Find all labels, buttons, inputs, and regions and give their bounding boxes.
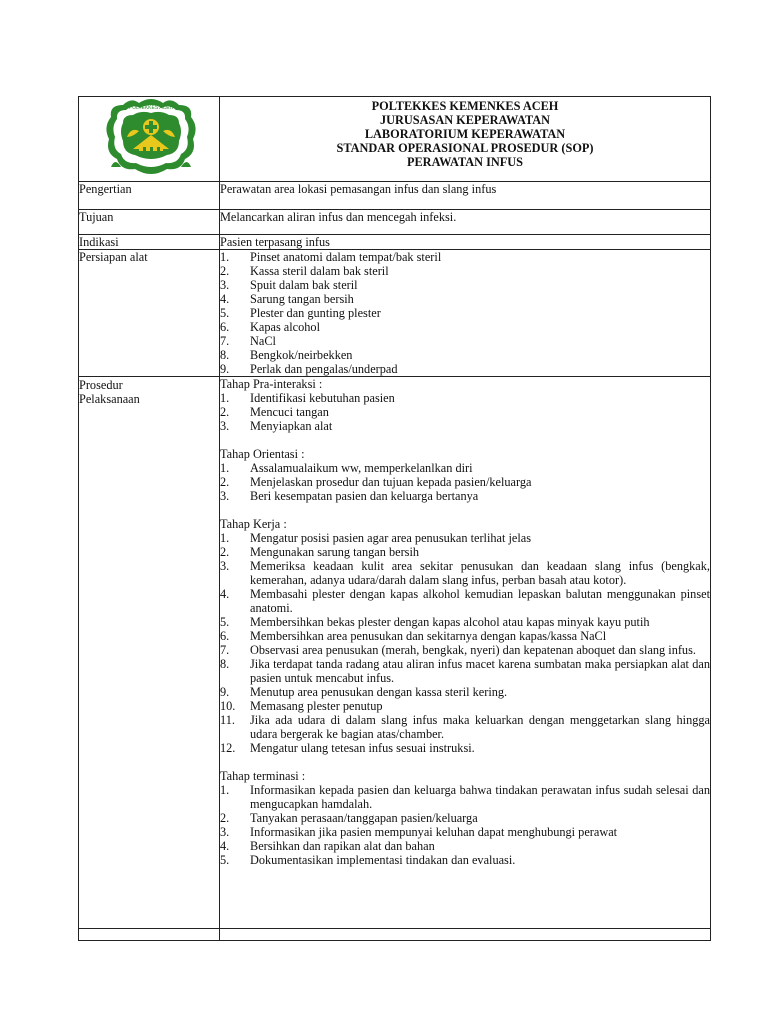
list-item [220, 348, 710, 362]
list-number: 3. [220, 489, 230, 503]
label-prosedur-line1: Prosedur [79, 378, 123, 392]
list-number: 3. [220, 825, 230, 839]
list-number: 1. [220, 391, 230, 405]
list-item [220, 306, 710, 320]
label-prosedur [79, 377, 220, 929]
list-item-text: Spuit dalam bak steril [250, 278, 358, 292]
row-persiapan-alat [79, 250, 711, 377]
list-number: 2. [220, 405, 230, 419]
list-item-text: Membasahi plester dengan kapas alkohol kemudian lepaskan balutan menggunakan pinset anatomi. [250, 587, 710, 615]
list-item [220, 685, 710, 699]
list-item [220, 713, 710, 741]
list-item-text: Jika ada udara di dalam slang infus maka keluarkan dengan menggetarkan slang hingga udara bergerak ke bagian atas/chamber. [250, 713, 710, 741]
list-item [220, 629, 710, 643]
list-item-text: Kassa steril dalam bak steril [250, 264, 389, 278]
list-item [220, 362, 710, 376]
list-number: 7. [220, 643, 230, 657]
list-item [220, 657, 710, 685]
sop-table [78, 96, 711, 941]
logo-text: POLTEKKES ACEH [128, 105, 174, 111]
header-line-3: LABORATORIUM KEPERAWATAN [364, 127, 566, 141]
list-item-text: NaCl [250, 334, 276, 348]
list-item [220, 587, 710, 615]
list-item-text: Mencuci tangan [250, 405, 329, 419]
list-item [220, 278, 710, 292]
list-number: 5. [220, 615, 230, 629]
list-number: 10. [220, 699, 236, 713]
row-prosedur [79, 377, 711, 929]
label-indikasi: Indikasi [79, 235, 220, 250]
list-item-text: Menyiapkan alat [250, 419, 333, 433]
list-item-text: Mengatur ulang tetesan infus sesuai instruksi. [250, 741, 475, 755]
list-item [220, 320, 710, 334]
label-tujuan: Tujuan [79, 210, 220, 235]
header-line-4: STANDAR OPERASIONAL PROSEDUR (SOP) [336, 141, 594, 155]
list-item-text: Assalamualaikum ww, memperkelanlkan diri [250, 461, 473, 475]
list-item [220, 615, 710, 629]
empty-cell-left [79, 929, 220, 941]
list-number: 2. [220, 264, 230, 278]
list-item [220, 250, 710, 264]
list-item-text: Bersihkan dan rapikan alat dan bahan [250, 839, 435, 853]
empty-cell-right [220, 929, 711, 941]
list-number: 1. [220, 531, 230, 545]
content-prosedur [220, 377, 711, 929]
list-number: 1. [220, 783, 230, 797]
list-item-text: Informasikan jika pasien mempunyai keluhan dapat menghubungi perawat [250, 825, 618, 839]
list-number: 8. [220, 657, 230, 671]
pra-interaksi-list [220, 391, 710, 433]
list-item [220, 264, 710, 278]
list-number: 4. [220, 292, 230, 306]
list-number: 12. [220, 741, 236, 755]
list-item-text: Kapas alcohol [250, 320, 320, 334]
list-number: 1. [220, 461, 230, 475]
list-number: 3. [220, 559, 230, 573]
header-row [79, 97, 711, 182]
list-number: 3. [220, 419, 230, 433]
list-item [220, 545, 710, 559]
content-persiapan-alat [220, 250, 711, 377]
row-indikasi [79, 235, 711, 250]
section-title-pra: Tahap Pra-interaksi : [220, 377, 323, 391]
list-number: 7. [220, 334, 230, 348]
list-number: 2. [220, 475, 230, 489]
content-indikasi: Pasien terpasang infus [220, 235, 711, 250]
list-item [220, 643, 710, 657]
list-item-text: Informasikan kepada pasien dan keluarga bahwa tindakan perawatan infus sudah selesai dan mengucapkan hamdalah. [250, 783, 710, 811]
section-title-terminasi: Tahap terminasi : [220, 769, 306, 783]
row-empty [79, 929, 711, 941]
list-item-text: Sarung tangan bersih [250, 292, 354, 306]
list-item [220, 783, 710, 811]
list-item-text: Beri kesempatan pasien dan keluarga bertanya [250, 489, 479, 503]
list-item-text: Jika terdapat tanda radang atau aliran infus macet karena sumbatan maka persiapkan alat dan pasien untuk mencabut infus. [250, 657, 710, 685]
list-item [220, 531, 710, 545]
terminasi-list [220, 783, 710, 867]
list-number: 5. [220, 853, 230, 867]
header-line-1: POLTEKKES KEMENKES ACEH [371, 99, 559, 113]
list-item-text: Membersihkan bekas plester dengan kapas alcohol atau kapas minyak kayu putih [250, 615, 650, 629]
list-number: 8. [220, 348, 230, 362]
list-item [220, 559, 710, 587]
list-item-text: Membersihkan area penusukan dan sekitarnya dengan kapas/kassa NaCl [250, 629, 607, 643]
label-persiapan-alat: Persiapan alat [79, 250, 220, 377]
list-number: 9. [220, 685, 230, 699]
content-tujuan: Melancarkan aliran infus dan mencegah infeksi. [220, 210, 711, 235]
list-item [220, 741, 710, 755]
list-item-text: Pinset anatomi dalam tempat/bak steril [250, 250, 442, 264]
list-item-text: Memeriksa keadaan kulit area sekitar penusukan dan keadaan slang infus (bengkak, kemerahan, adanya udara/darah dalam slang infus, perban basah atau kotor). [250, 559, 710, 587]
list-item-text: Memasang plester penutup [250, 699, 383, 713]
list-number: 4. [220, 587, 230, 601]
row-pengertian [79, 182, 711, 210]
label-pengertian: Pengertian [79, 182, 220, 210]
list-item-text: Plester dan gunting plester [250, 306, 381, 320]
list-number: 5. [220, 306, 230, 320]
list-item [220, 461, 710, 475]
list-item [220, 853, 710, 867]
list-item [220, 839, 710, 853]
list-item-text: Tanyakan perasaan/tanggapan pasien/keluarga [250, 811, 478, 825]
section-title-orientasi: Tahap Orientasi : [220, 447, 305, 461]
label-prosedur-line2: Pelaksanaan [79, 392, 140, 406]
list-number: 1. [220, 250, 230, 264]
list-item [220, 489, 710, 503]
list-item-text: Observasi area penusukan (merah, bengkak, nyeri) dan kepatenan aboquet dan slang infus. [250, 643, 696, 657]
list-item-text: Perlak dan pengalas/underpad [250, 362, 398, 376]
list-item-text: Mengunakan sarung tangan bersih [250, 545, 420, 559]
row-tujuan [79, 210, 711, 235]
list-number: 9. [220, 362, 230, 376]
list-item-text: Dokumentasikan implementasi tindakan dan evaluasi. [250, 853, 516, 867]
list-item [220, 475, 710, 489]
list-number: 6. [220, 629, 230, 643]
list-item-text: Mengatur posisi pasien agar area penusukan terlihat jelas [250, 531, 532, 545]
content-pengertian: Perawatan area lokasi pemasangan infus dan slang infus [220, 182, 711, 210]
header-line-2: JURUSASAN KEPERAWATAN [379, 113, 550, 127]
list-item [220, 334, 710, 348]
institution-logo-icon [103, 97, 199, 177]
list-item-text: Bengkok/neirbekken [250, 348, 353, 362]
list-item [220, 419, 710, 433]
orientasi-list [220, 461, 710, 503]
persiapan-list [220, 250, 710, 376]
list-item [220, 825, 710, 839]
list-item-text: Menutup area penusukan dengan kassa steril kering. [250, 685, 508, 699]
kerja-list [220, 531, 710, 755]
list-item [220, 292, 710, 306]
section-title-kerja: Tahap Kerja : [220, 517, 287, 531]
logo-cell [79, 97, 220, 182]
list-item-text: Identifikasi kebutuhan pasien [250, 391, 395, 405]
list-number: 3. [220, 278, 230, 292]
header-title-cell [220, 97, 711, 182]
list-item [220, 811, 710, 825]
list-number: 4. [220, 839, 230, 853]
list-number: 11. [220, 713, 235, 727]
list-item [220, 699, 710, 713]
list-item [220, 391, 710, 405]
list-item-text: Menjelaskan prosedur dan tujuan kepada pasien/keluarga [250, 475, 532, 489]
list-number: 2. [220, 545, 230, 559]
list-item [220, 405, 710, 419]
list-number: 6. [220, 320, 230, 334]
list-number: 2. [220, 811, 230, 825]
header-line-5: PERAWATAN INFUS [406, 155, 524, 169]
